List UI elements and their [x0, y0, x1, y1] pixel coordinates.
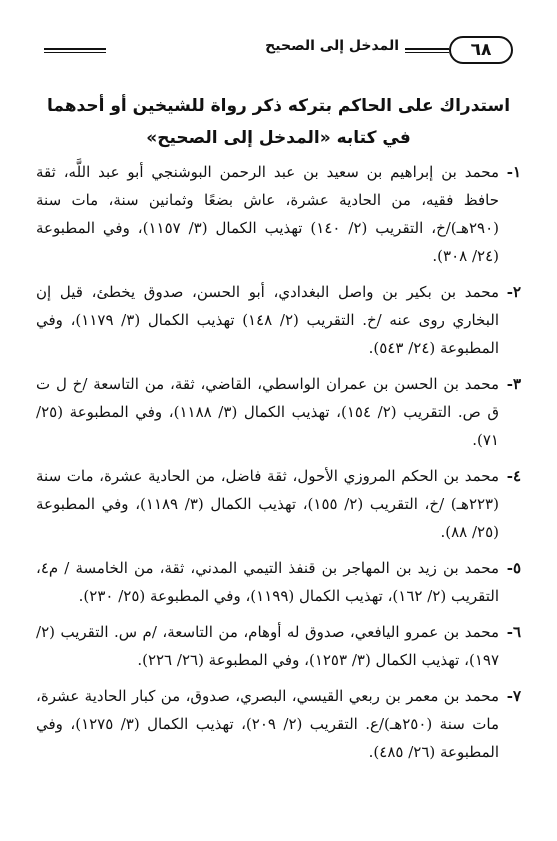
- header-rule: [405, 48, 449, 53]
- entry-number: ٣-: [506, 375, 521, 393]
- section-title-line: استدراك على الحاكم بتركه ذكر رواة للشيخين أو أحدهما: [46, 96, 511, 116]
- entry-number: ١-: [506, 163, 521, 181]
- page-number: ٦٨: [449, 36, 513, 64]
- entry-text: محمد بن الحسن بن عمران الواسطي، القاضي، ثقة، من التاسعة /خ ل ت ق ص. التقريب (٢/ ١٥٤)، تهذيب الكمال (٣/ ١١٨٨)، وفي المطبوعة (٢٥/ ٧١).: [36, 375, 500, 449]
- running-title: المدخل إلى الصحيح: [265, 38, 399, 54]
- entry-text: محمد بن إبراهيم بن سعيد بن عبد الرحمن البوشنجي أبو عبد اللَّه، ثقة حافظ فقيه، من الحادية عشرة، عاش بضعًا وثمانين سنة، مات سنة (٢٩٠هـ)/خ، التقريب (٢/ ١٤٠) تهذيب الكمال (٣/ ١١٥٧)، وفي المطبوعة (٢٤/ ٣٠٨).: [36, 163, 499, 265]
- header-rule: [44, 48, 106, 53]
- entry-text: محمد بن الحكم المروزي الأحول، ثقة فاضل، من الحادية عشرة، مات سنة (٢٢٣هـ) /خ، التقريب (٢/ ١٥٥)، تهذيب الكمال (٣/ ١١٨٩)، وفي المطبوعة (٢٥/ ٨٨).: [36, 467, 499, 541]
- list-item: [36, 370, 521, 454]
- entry-text: محمد بن عمرو اليافعي، صدوق له أوهام، من التاسعة، /م س. التقريب (٢/ ١٩٧)، تهذيب الكمال (٣/ ١٢٥٣)، وفي المطبوعة (٢٦/ ٢٢٦).: [36, 623, 499, 669]
- entry-text: محمد بن زيد بن المهاجر بن قنفذ التيمي المدني، ثقة، من الخامسة / م٤، التقريب (٢/ ١٦٢)، تهذيب الكمال (١١٩٩)، وفي المطبوعة (٢٥/ ٢٣٠).: [36, 559, 499, 605]
- entry-number: ٢-: [506, 283, 521, 301]
- entry-number: ٤-: [506, 467, 521, 485]
- entry-number: ٧-: [506, 687, 521, 705]
- section-title-line: في كتابه «المدخل إلى الصحيح»: [146, 128, 411, 148]
- list-item: [36, 618, 521, 674]
- section-title: [40, 90, 517, 154]
- page-header: [44, 34, 513, 68]
- list-item: [36, 158, 521, 270]
- entry-text: محمد بن بكير بن واصل البغدادي، أبو الحسن، صدوق يخطئ، قيل إن البخاري روى عنه /خ. التقريب (٢/ ١٤٨) تهذيب الكمال (٣/ ١١٧٩)، وفي المطبوعة (٢٤/ ٥٤٣).: [36, 283, 499, 357]
- list-item: [36, 462, 521, 546]
- list-item: [36, 682, 521, 766]
- entry-text: محمد بن معمر بن ربعي القيسي، البصري، صدوق، من كبار الحادية عشرة، مات سنة (٢٥٠هـ)/ع. التقريب (٢/ ٢٠٩)، تهذيب الكمال (٣/ ١٢٧٥)، وفي المطبوعة (٢٦/ ٤٨٥).: [36, 687, 499, 761]
- entry-number: ٦-: [506, 623, 521, 641]
- entries-list: [36, 158, 521, 774]
- list-item: [36, 278, 521, 362]
- entry-number: ٥-: [506, 559, 521, 577]
- list-item: [36, 554, 521, 610]
